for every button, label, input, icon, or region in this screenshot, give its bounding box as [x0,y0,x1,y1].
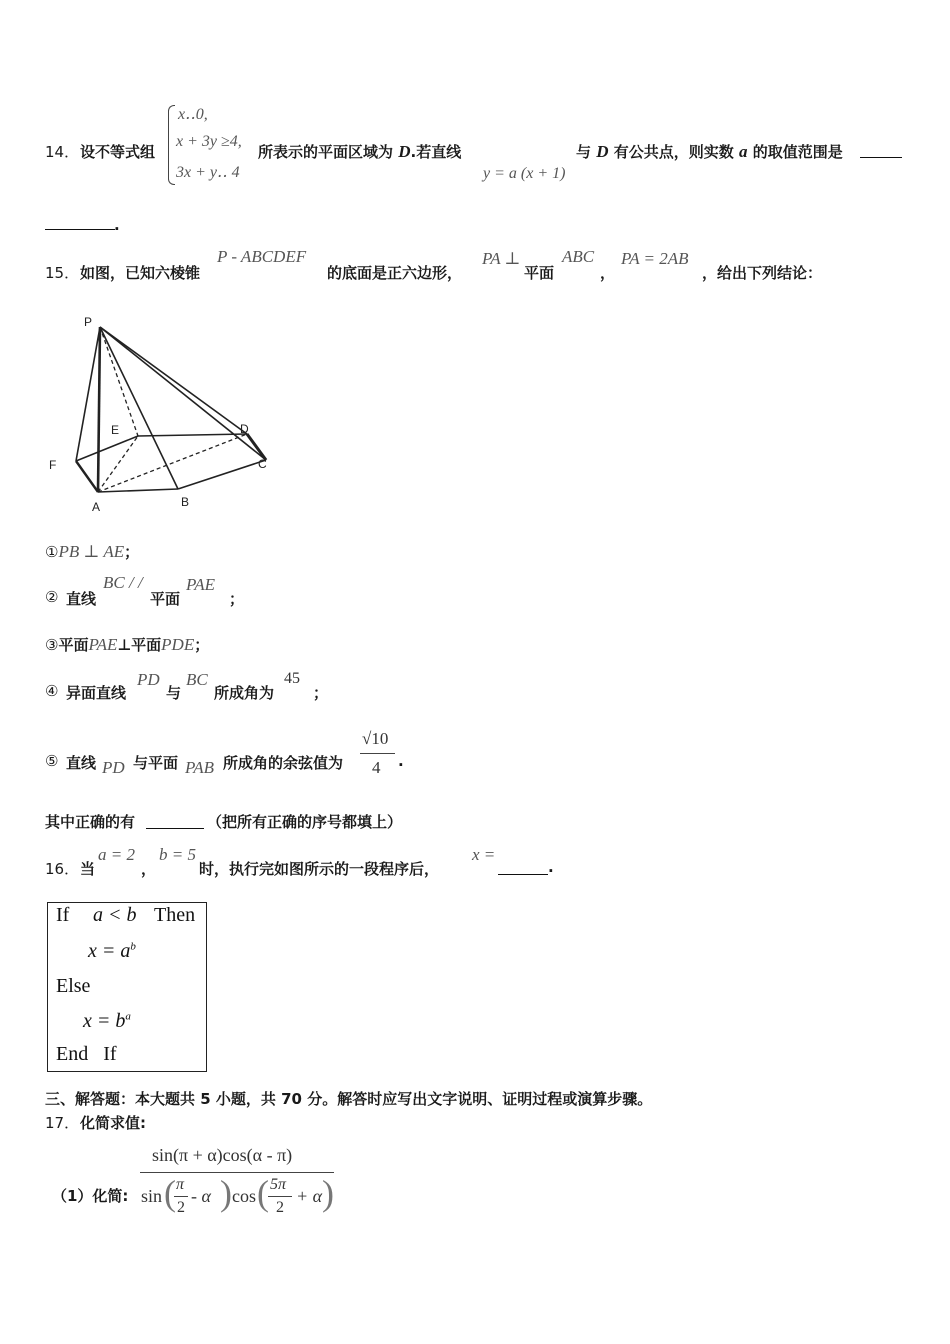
q16-end: . [548,858,554,876]
code-if: If [56,904,70,926]
q17-part1: （1）化简: [52,1187,129,1205]
q15-lead: 如图，已知六棱锥 [80,264,201,282]
code-condition: a < b [93,904,137,926]
q15-t1: 的底面是正六边形， [327,264,463,282]
q17-den-f1-top: π [176,1176,185,1193]
code-end-if: End If [56,1043,117,1065]
edge-AF-thick [76,461,98,492]
statement-4-45: 45 [284,670,300,687]
pyramid-figure [40,305,280,520]
statement-2-num: ② [45,588,59,606]
statement-5-frac-top: √10 [362,729,389,748]
q17-den-f2-tail: + α [296,1186,323,1206]
edge-BC [178,460,266,489]
statement-2-pae: PAE [186,575,215,594]
code-then: Then [154,904,196,926]
q14-tail: 与 D 有公共点，则实数 a 的取值范围是 [576,142,843,161]
q15-pyramid: P - ABCDEF [217,247,307,266]
edge-PD [100,327,247,434]
statement-5-end: . [398,752,404,770]
q16-t2: 时，执行完如图所示的一段程序后， [199,860,440,878]
edge-PE-dashed [100,327,138,436]
edge-PF [76,327,100,461]
q14-answer-blank-1 [860,156,902,158]
statement-5-frac-bot: 4 [372,758,381,777]
q14-ineq-3: 3x + y‥ 4 [176,164,240,181]
edge-AB [98,489,178,492]
q15-fill-text: 其中正确的有 [45,813,136,831]
q14-lead: 设不等式组 [80,143,156,161]
statement-3: ③平面PAE⊥平面PDE； [45,635,210,654]
label-B: B [181,495,190,509]
q16-b-eq: b = 5 [159,845,196,864]
q17-den-sin: sin [141,1186,163,1206]
q14-answer-blank-2 [45,228,115,230]
label-D: D [240,422,249,436]
q17-den-f2-bot: 2 [276,1199,284,1216]
q17-numerator: sin(π + α)cos(α - π) [152,1145,293,1165]
statement-5-pd: PD [102,758,125,777]
q14-ineq-1: x‥0, [178,106,208,123]
statement-5-text: 直线 [66,754,97,772]
edge-PA [98,327,100,492]
statement-4-angle-text: 所成角为 [214,684,275,702]
statement-5-cos-text: 所成角的余弦值为 [223,754,344,772]
q17-title: 化简求值: [80,1114,146,1132]
q17-den-f2-top: 5π [270,1176,287,1193]
q16-x-eq: x = [472,845,496,864]
label-E: E [111,423,120,437]
statement-4-text: 异面直线 [66,684,127,702]
edge-DE [138,434,247,436]
system-brace [168,105,175,185]
edge-EF [76,436,138,461]
q16-number: 16． [45,860,80,878]
statement-4-num: ④ [45,682,59,700]
q15-pa-eq: PA = 2AB [621,249,689,268]
q17-paren-r1: ) [220,1173,232,1213]
q15-plane-word: 平面 [524,264,555,282]
code-assign-1: $x = a^b$ [88,940,136,962]
q14-text: 所表示的平面区域为 D.若直线 [258,142,462,161]
q17-den-f1-bar [174,1196,188,1197]
q17-den-f1-bot: 2 [177,1199,185,1216]
q16-t1: 当 [80,860,96,878]
q15-t2: ，给出下列结论： [702,264,823,282]
label-F: F [49,458,57,472]
q17-den-cos: cos [232,1186,256,1206]
q15-abc: ABC [562,247,595,266]
q17-paren-l1: ( [164,1173,176,1213]
q15-fill-end: （把所有正确的序号都填上） [207,813,403,831]
q16-a-eq: a = 2 [98,845,135,864]
q14-number: 14． [45,143,80,161]
q15-number: 15． [45,264,80,282]
statement-2-end: ； [229,590,245,608]
q15-comma: ， [600,264,616,282]
statement-5-pab: PAB [185,758,214,777]
statement-2-text: 直线 [66,590,97,608]
statement-2-bc: BC / / [103,573,143,592]
q14-end: . [114,216,120,234]
q16-answer-blank [498,873,548,875]
edge-PB [100,327,178,489]
q14-line-equation: y = a (x + 1) [483,165,566,182]
section-3-heading: 三、解答题：本大题共 5 小题，共 70 分。解答时应写出文字说明、证明过程或演算步骤。 [45,1090,653,1108]
code-assign-2: $x = b^a$ [83,1010,131,1032]
q15-answer-blank [146,827,204,829]
statement-4-and: 与 [166,684,182,702]
q17-paren-r2: ) [322,1173,334,1213]
q15-pa-perp: PA ⊥ [482,249,521,268]
statement-1: ①PB ⊥ AE； [45,542,140,561]
statement-4-end: ； [313,684,329,702]
statement-4-pd: PD [137,670,160,689]
q14-ineq-2: x + 3y ≥4, [176,133,242,150]
statement-4-bc: BC [186,670,208,689]
label-C: C [258,457,267,471]
q17-paren-l2: ( [257,1173,269,1213]
q17-den-f2-bar [268,1196,292,1197]
code-else: Else [56,975,91,997]
statement-2-plane: 平面 [150,590,181,608]
edge-PC [100,327,266,460]
q16-comma: ， [141,860,157,878]
statement-5-num: ⑤ [45,752,59,770]
label-P: P [84,315,93,329]
q17-number: 17． [45,1114,80,1132]
label-A: A [92,500,101,514]
statement-5-frac-bar [360,753,395,754]
q17-den-f1-tail: - α [191,1186,211,1206]
statement-5-plane: 与平面 [133,754,179,772]
